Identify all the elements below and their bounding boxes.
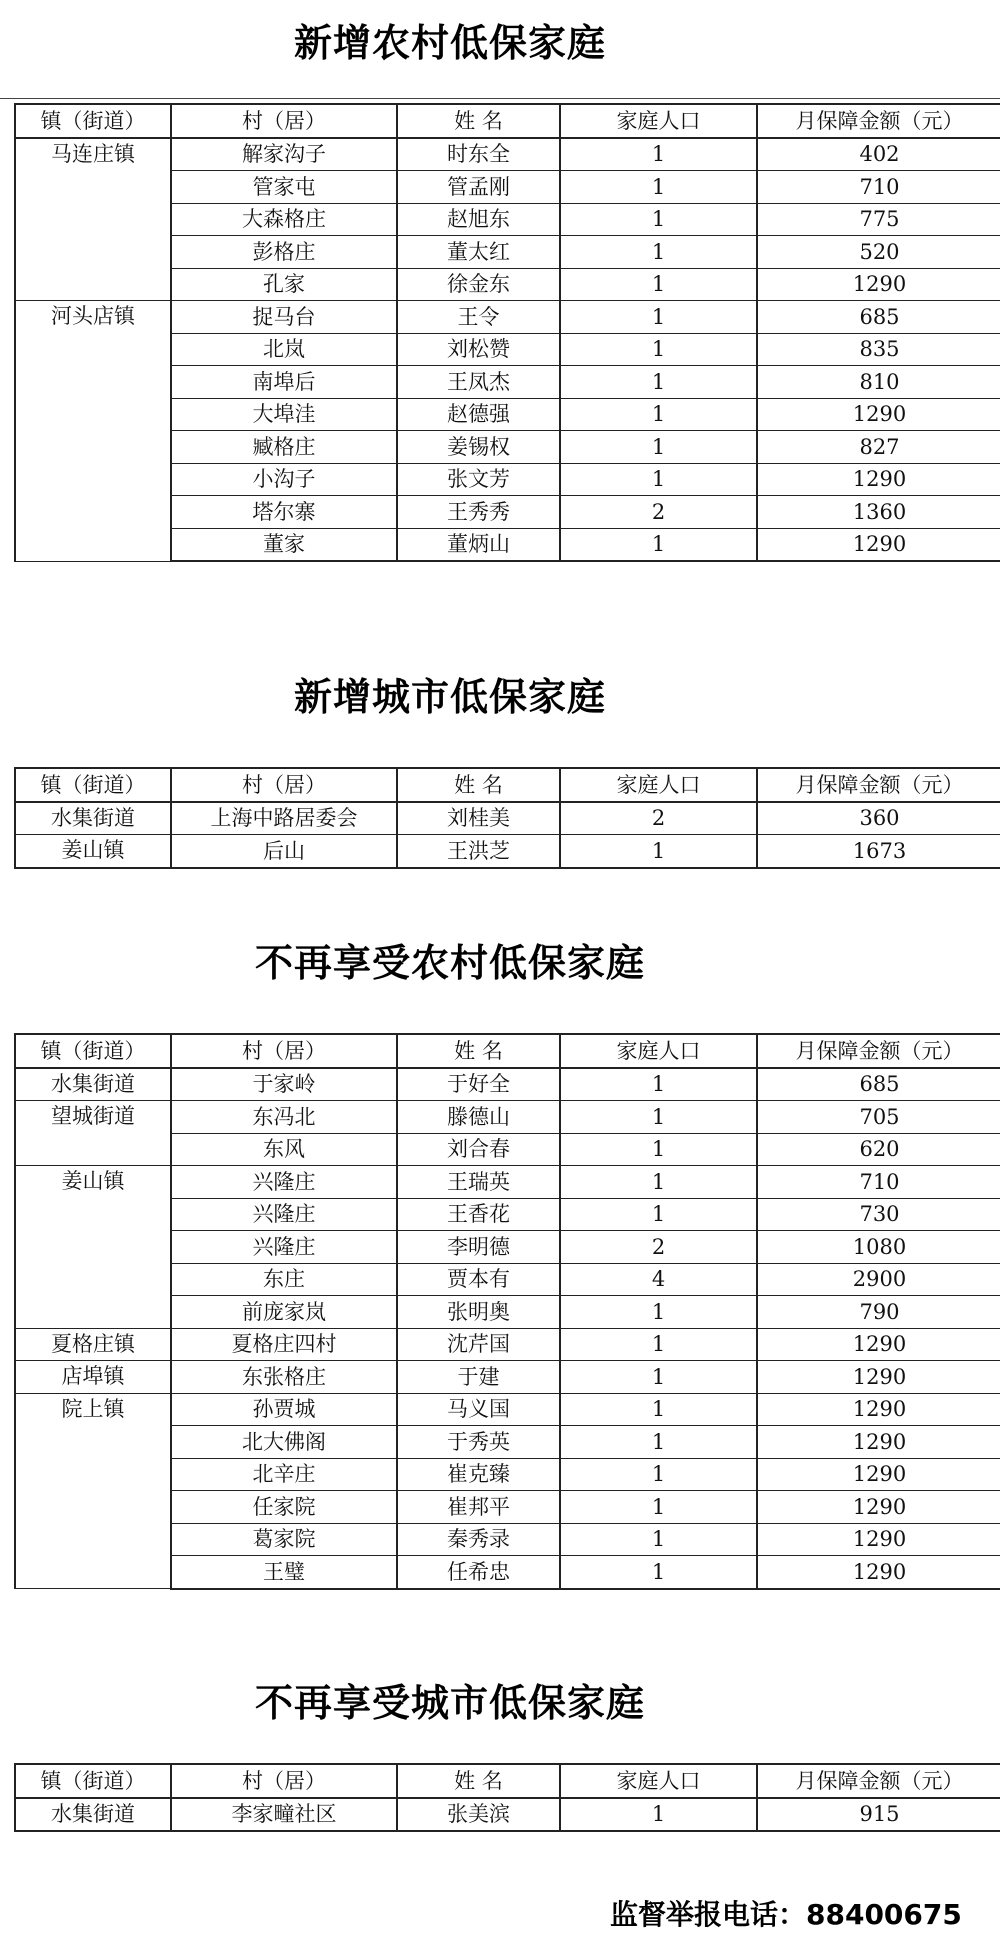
amount-cell: 1290 (757, 1328, 1000, 1361)
village-cell: 兴隆庄 (171, 1231, 397, 1264)
name-cell: 张文芳 (397, 463, 560, 496)
hotline-text: 监督举报电话：88400675 (610, 1898, 962, 1931)
name-cell: 李明德 (397, 1231, 560, 1264)
village-cell: 北大佛阁 (171, 1426, 397, 1459)
household-cell: 1 (560, 1166, 757, 1199)
village-cell: 大森格庄 (171, 203, 397, 236)
village-cell: 大埠洼 (171, 398, 397, 431)
data-table (14, 1763, 1000, 1832)
name-cell: 滕德山 (397, 1101, 560, 1134)
village-cell: 塔尔寨 (171, 496, 397, 529)
village-cell: 东风 (171, 1133, 397, 1166)
household-cell: 1 (560, 1068, 757, 1101)
village-cell: 解家沟子 (171, 138, 397, 171)
village-cell: 上海中路居委会 (171, 802, 397, 835)
name-cell: 马义国 (397, 1393, 560, 1426)
header-village: 村（居） (171, 104, 397, 138)
village-cell: 葛家院 (171, 1523, 397, 1556)
table-row (15, 1798, 1000, 1832)
village-cell: 北岚 (171, 333, 397, 366)
village-cell: 兴隆庄 (171, 1198, 397, 1231)
village-cell: 王璧 (171, 1556, 397, 1589)
amount-cell: 710 (757, 1166, 1000, 1199)
section-title: 新增农村低保家庭 (293, 21, 606, 65)
household-cell: 1 (560, 1198, 757, 1231)
town-cell: 马连庄镇 (15, 138, 171, 301)
amount-cell: 730 (757, 1198, 1000, 1231)
header-amount: 月保障金额（元） (757, 104, 1000, 138)
table-row (15, 1393, 1000, 1426)
amount-cell: 1080 (757, 1231, 1000, 1264)
household-cell: 1 (560, 301, 757, 334)
name-cell: 王秀秀 (397, 496, 560, 529)
village-cell: 南埠后 (171, 366, 397, 399)
household-cell: 2 (560, 802, 757, 835)
header-name: 姓 名 (397, 104, 560, 138)
name-cell: 于建 (397, 1361, 560, 1394)
household-cell: 1 (560, 431, 757, 464)
amount-cell: 810 (757, 366, 1000, 399)
amount-cell: 1290 (757, 268, 1000, 301)
amount-cell: 685 (757, 1068, 1000, 1101)
name-cell: 任希忠 (397, 1556, 560, 1589)
amount-cell: 1290 (757, 1393, 1000, 1426)
village-cell: 孙贾城 (171, 1393, 397, 1426)
name-cell: 姜锡权 (397, 431, 560, 464)
village-cell: 夏格庄四村 (171, 1328, 397, 1361)
household-cell: 1 (560, 333, 757, 366)
header-row (15, 1034, 1000, 1068)
name-cell: 沈芹国 (397, 1328, 560, 1361)
amount-cell: 1290 (757, 1361, 1000, 1394)
town-cell: 姜山镇 (15, 835, 171, 868)
header-name: 姓 名 (397, 768, 560, 802)
household-cell: 1 (560, 1101, 757, 1134)
header-amount: 月保障金额（元） (757, 1034, 1000, 1068)
header-town: 镇（街道） (15, 104, 171, 138)
household-cell: 1 (560, 528, 757, 561)
amount-cell: 520 (757, 236, 1000, 269)
household-cell: 1 (560, 236, 757, 269)
amount-cell: 1290 (757, 1426, 1000, 1459)
household-cell: 1 (560, 398, 757, 431)
town-cell: 河头店镇 (15, 301, 171, 562)
header-village: 村（居） (171, 1034, 397, 1068)
header-village: 村（居） (171, 768, 397, 802)
amount-cell: 705 (757, 1101, 1000, 1134)
header-row (15, 1764, 1000, 1798)
name-cell: 刘合春 (397, 1133, 560, 1166)
amount-cell: 1290 (757, 1491, 1000, 1524)
village-cell: 李家疃社区 (171, 1798, 397, 1832)
table-row (15, 1068, 1000, 1101)
household-cell: 1 (560, 138, 757, 171)
top-rule (0, 98, 1000, 99)
town-cell: 店埠镇 (15, 1361, 171, 1394)
name-cell: 徐金东 (397, 268, 560, 301)
name-cell: 王瑞英 (397, 1166, 560, 1199)
amount-cell: 1290 (757, 528, 1000, 561)
name-cell: 崔克臻 (397, 1458, 560, 1491)
village-cell: 彭格庄 (171, 236, 397, 269)
amount-cell: 775 (757, 203, 1000, 236)
section-title: 不再享受农村低保家庭 (254, 941, 645, 985)
household-cell: 2 (560, 496, 757, 529)
town-cell: 水集街道 (15, 802, 171, 835)
amount-cell: 790 (757, 1296, 1000, 1329)
header-household: 家庭人口 (560, 768, 757, 802)
household-cell: 1 (560, 1296, 757, 1329)
header-row (15, 768, 1000, 802)
village-cell: 东张格庄 (171, 1361, 397, 1394)
town-cell: 夏格庄镇 (15, 1328, 171, 1361)
table-row (15, 1328, 1000, 1361)
household-cell: 1 (560, 1393, 757, 1426)
header-town: 镇（街道） (15, 1764, 171, 1798)
town-cell: 姜山镇 (15, 1166, 171, 1329)
town-cell: 水集街道 (15, 1068, 171, 1101)
name-cell: 王令 (397, 301, 560, 334)
amount-cell: 1290 (757, 463, 1000, 496)
town-cell: 望城街道 (15, 1101, 171, 1166)
table-row (15, 138, 1000, 171)
amount-cell: 835 (757, 333, 1000, 366)
household-cell: 1 (560, 1556, 757, 1589)
table-row (15, 1101, 1000, 1134)
village-cell: 任家院 (171, 1491, 397, 1524)
header-name: 姓 名 (397, 1764, 560, 1798)
header-household: 家庭人口 (560, 1034, 757, 1068)
header-household: 家庭人口 (560, 1764, 757, 1798)
name-cell: 赵德强 (397, 398, 560, 431)
header-amount: 月保障金额（元） (757, 1764, 1000, 1798)
village-cell: 北辛庄 (171, 1458, 397, 1491)
household-cell: 1 (560, 366, 757, 399)
amount-cell: 710 (757, 171, 1000, 204)
name-cell: 于秀英 (397, 1426, 560, 1459)
name-cell: 张明奥 (397, 1296, 560, 1329)
amount-cell: 685 (757, 301, 1000, 334)
village-cell: 管家屯 (171, 171, 397, 204)
name-cell: 董炳山 (397, 528, 560, 561)
amount-cell: 1290 (757, 1556, 1000, 1589)
section-title: 不再享受城市低保家庭 (254, 1681, 645, 1725)
household-cell: 1 (560, 1458, 757, 1491)
village-cell: 于家岭 (171, 1068, 397, 1101)
household-cell: 1 (560, 203, 757, 236)
amount-cell: 1360 (757, 496, 1000, 529)
household-cell: 1 (560, 1426, 757, 1459)
household-cell: 1 (560, 463, 757, 496)
household-cell: 1 (560, 1491, 757, 1524)
header-village: 村（居） (171, 1764, 397, 1798)
table-row (15, 301, 1000, 334)
table-row (15, 1166, 1000, 1199)
village-cell: 后山 (171, 835, 397, 868)
name-cell: 赵旭东 (397, 203, 560, 236)
header-row (15, 104, 1000, 138)
household-cell: 1 (560, 268, 757, 301)
data-table (14, 103, 1000, 562)
header-town: 镇（街道） (15, 1034, 171, 1068)
data-table (14, 1033, 1000, 1590)
name-cell: 崔邦平 (397, 1491, 560, 1524)
header-name: 姓 名 (397, 1034, 560, 1068)
header-household: 家庭人口 (560, 104, 757, 138)
household-cell: 1 (560, 1328, 757, 1361)
amount-cell: 827 (757, 431, 1000, 464)
amount-cell: 2900 (757, 1263, 1000, 1296)
village-cell: 小沟子 (171, 463, 397, 496)
village-cell: 东庄 (171, 1263, 397, 1296)
table-row (15, 802, 1000, 835)
village-cell: 孔家 (171, 268, 397, 301)
village-cell: 董家 (171, 528, 397, 561)
name-cell: 王香花 (397, 1198, 560, 1231)
name-cell: 王洪芝 (397, 835, 560, 868)
header-amount: 月保障金额（元） (757, 768, 1000, 802)
village-cell: 东冯北 (171, 1101, 397, 1134)
amount-cell: 360 (757, 802, 1000, 835)
section-title: 新增城市低保家庭 (293, 675, 606, 719)
name-cell: 秦秀录 (397, 1523, 560, 1556)
amount-cell: 620 (757, 1133, 1000, 1166)
household-cell: 1 (560, 171, 757, 204)
household-cell: 1 (560, 1798, 757, 1832)
name-cell: 时东全 (397, 138, 560, 171)
household-cell: 4 (560, 1263, 757, 1296)
amount-cell: 1673 (757, 835, 1000, 868)
household-cell: 1 (560, 1523, 757, 1556)
village-cell: 兴隆庄 (171, 1166, 397, 1199)
table-row (15, 1361, 1000, 1394)
header-town: 镇（街道） (15, 768, 171, 802)
amount-cell: 1290 (757, 1458, 1000, 1491)
household-cell: 1 (560, 835, 757, 868)
data-table (14, 767, 1000, 869)
name-cell: 张美滨 (397, 1798, 560, 1832)
name-cell: 管孟刚 (397, 171, 560, 204)
name-cell: 于好全 (397, 1068, 560, 1101)
village-cell: 臧格庄 (171, 431, 397, 464)
name-cell: 董太红 (397, 236, 560, 269)
amount-cell: 1290 (757, 1523, 1000, 1556)
amount-cell: 1290 (757, 398, 1000, 431)
town-cell: 水集街道 (15, 1798, 171, 1832)
name-cell: 刘桂美 (397, 802, 560, 835)
village-cell: 前庞家岚 (171, 1296, 397, 1329)
household-cell: 1 (560, 1361, 757, 1394)
name-cell: 刘松赞 (397, 333, 560, 366)
village-cell: 捉马台 (171, 301, 397, 334)
town-cell: 院上镇 (15, 1393, 171, 1589)
household-cell: 2 (560, 1231, 757, 1264)
table-row (15, 835, 1000, 868)
name-cell: 王凤杰 (397, 366, 560, 399)
amount-cell: 915 (757, 1798, 1000, 1832)
household-cell: 1 (560, 1133, 757, 1166)
name-cell: 贾本有 (397, 1263, 560, 1296)
amount-cell: 402 (757, 138, 1000, 171)
